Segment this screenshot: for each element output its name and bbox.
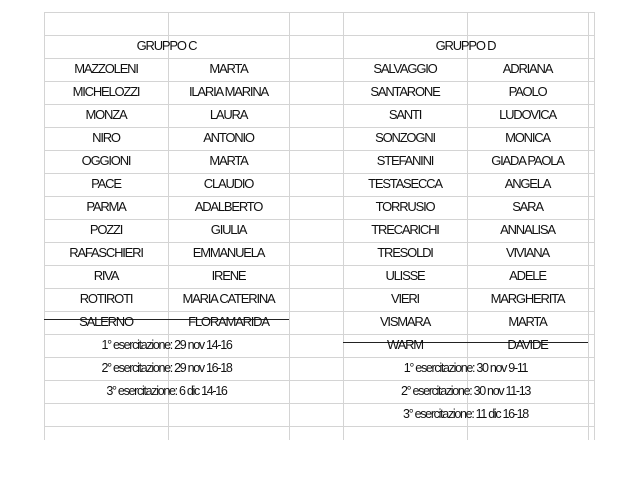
group-c-firstname: ANTONIO: [203, 130, 254, 145]
group-c-surname: POZZI: [89, 222, 123, 237]
grid-col-line: [594, 12, 595, 440]
group-d-firstname: ADELE: [509, 268, 546, 283]
group-d-surname: SONZOGNI: [375, 130, 435, 145]
group-d-surname: SANTARONE: [370, 84, 440, 99]
group-d-surname: TRECARICHI: [371, 222, 439, 237]
group-d-surname: TORRUSIO: [375, 199, 435, 214]
group-c-firstname: MARTA: [209, 153, 248, 168]
grid-row-line: [44, 426, 594, 427]
group-d-firstname: MARTA: [508, 314, 547, 329]
group-c-firstname: LAURA: [209, 107, 248, 122]
group-c-surname: ROTIROTI: [79, 291, 133, 306]
group-c-surname: PACE: [91, 176, 121, 191]
group-d-firstname: ANGELA: [504, 176, 551, 191]
group-d-firstname: SARA: [512, 199, 543, 214]
group-d-surname: SALVAGGIO: [373, 61, 437, 76]
group-c-surname: MAZZOLENI: [74, 61, 138, 76]
group-c-title: GRUPPO C: [136, 38, 197, 53]
group-d-firstname: MONICA: [505, 130, 550, 145]
group-d-session: 1° esercitazione: 30 nov 9-11: [403, 361, 528, 375]
group-c-surname: RAFASCHIERI: [69, 245, 143, 260]
group-d-firstname: DAVIDE: [507, 337, 548, 352]
group-c-surname: MICHELOZZI: [72, 84, 140, 99]
group-d-firstname: ADRIANA: [502, 61, 553, 76]
group-c-surname: MONZA: [85, 107, 127, 122]
group-c-surname: NIRO: [92, 130, 120, 145]
group-c-surname: OGGIONI: [81, 153, 131, 168]
group-c-surname: PARMA: [86, 199, 126, 214]
group-d-firstname: MARGHERITA: [490, 291, 565, 306]
group-c-firstname: MARIA CATERINA: [182, 291, 275, 306]
group-c-firstname: ADALBERTO: [194, 199, 263, 214]
group-c-firstname: CLAUDIO: [203, 176, 254, 191]
group-d-surname: WARM: [387, 337, 423, 352]
group-c-session: 3° esercitazione: 6 dic 14-16: [106, 384, 227, 398]
group-d-surname: ULISSE: [385, 268, 425, 283]
group-c-session: 1° esercitazione: 29 nov 14-16: [101, 338, 232, 352]
group-d-surname: VIERI: [391, 291, 419, 306]
group-c-firstname: MARTA: [209, 61, 248, 76]
group-c-firstname: FLORAMARIDA: [188, 314, 269, 329]
group-d-session: 3° esercitazione: 11 dic 16-18: [403, 407, 528, 421]
group-d-surname: STEFANINI: [376, 153, 434, 168]
group-c-firstname: ILARIA MARINA: [188, 84, 269, 99]
group-d-firstname: PAOLO: [508, 84, 547, 99]
group-d-firstname: VIVIANA: [506, 245, 549, 260]
group-d-title: GRUPPO D: [435, 38, 496, 53]
group-d-surname: TESTASECCA: [368, 176, 442, 191]
group-c-firstname: EMMANUELA: [192, 245, 265, 260]
group-d-firstname: GIADA PAOLA: [491, 153, 564, 168]
group-c-firstname: IRENE: [211, 268, 246, 283]
group-c-firstname: GIULIA: [210, 222, 247, 237]
group-d-session: 2° esercitazione: 30 nov 11-13: [400, 384, 531, 398]
group-d-firstname: ANNALISA: [500, 222, 555, 237]
group-d-surname: VISMARA: [379, 314, 431, 329]
group-d-firstname: LUDOVICA: [499, 107, 556, 122]
group-c-surname: RIVA: [93, 268, 119, 283]
grid-col-line: [588, 12, 589, 440]
grid-row-line: [44, 12, 594, 13]
group-c-session: 2° esercitazione: 29 nov 16-18: [101, 361, 232, 375]
group-d-surname: TRESOLDI: [377, 245, 433, 260]
group-d-surname: SANTI: [388, 107, 422, 122]
group-c-surname: SALERNO: [79, 314, 133, 329]
grid-col-line: [289, 12, 290, 440]
